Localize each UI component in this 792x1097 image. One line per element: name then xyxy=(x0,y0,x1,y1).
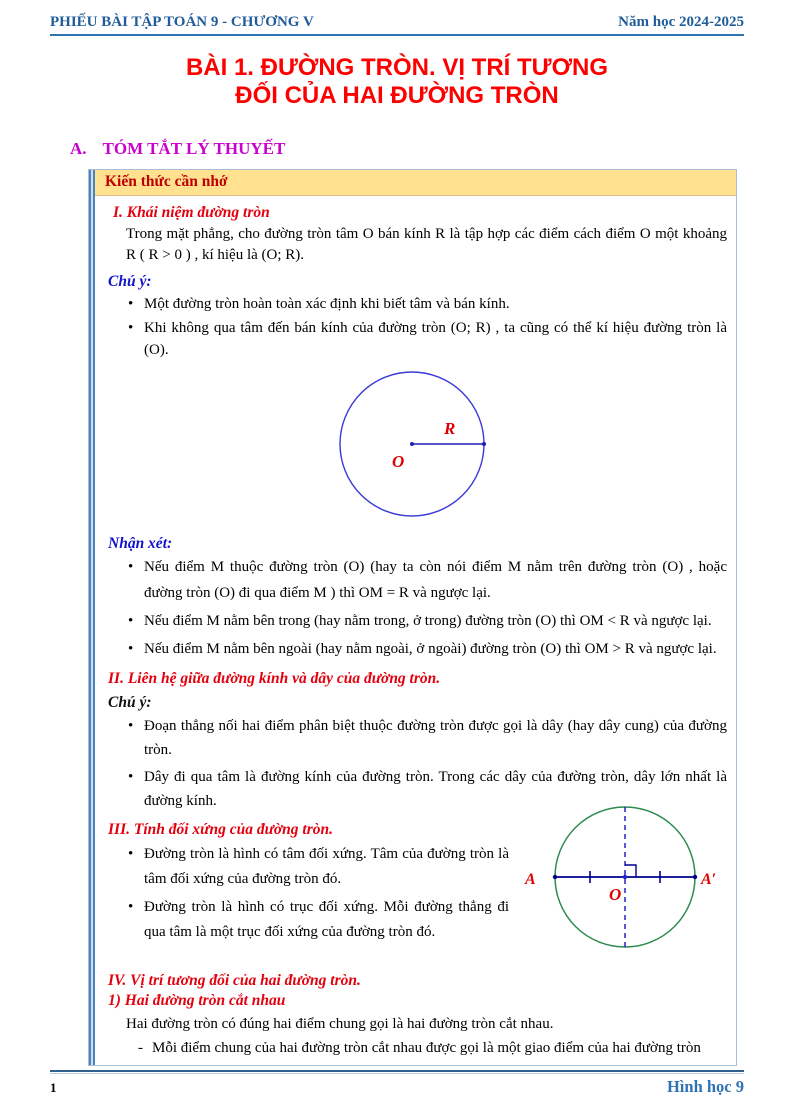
note-label-chu-y-2: Chú ý: xyxy=(108,693,152,711)
bullet-item: • Đường tròn là hình có trục đối xứng. Mỗi đường thẳng đi qua tâm là một trục đối xứng của đường tròn đó. xyxy=(144,895,509,945)
section-3-list xyxy=(108,842,509,946)
doc-title-line2: ĐỐI CỦA HAI ĐƯỜNG TRÒN xyxy=(235,82,559,110)
circle-diagram-1 xyxy=(108,368,727,529)
bullet-item: • Đoạn thẳng nối hai điểm phân biệt thuộc đường tròn được gọi là dây (hay dây cung) của đường tròn. xyxy=(144,714,727,763)
center-dot xyxy=(410,442,414,446)
knowledge-box-header: Kiến thức cần nhớ xyxy=(95,170,736,196)
circle-diagram-2 xyxy=(513,794,727,965)
page-number: 1 xyxy=(50,1079,57,1095)
heading-section-4-sub: 1) Hai đường tròn cắt nhau xyxy=(108,991,286,1009)
point-label-A: A xyxy=(525,870,536,888)
section-a-title: TÓM TẮT LÝ THUYẾT xyxy=(102,138,286,158)
bullet-item: • Khi không qua tâm đến bán kính của đường tròn (O; R) , ta cũng có thể kí hiệu đường tròn là (O). xyxy=(144,318,727,362)
section-3-text-column xyxy=(108,814,509,946)
page-footer xyxy=(50,1066,744,1097)
bullet-item: • Một đường tròn hoàn toàn xác định khi biết tâm và bán kính. xyxy=(144,294,727,316)
center-dot xyxy=(623,875,627,879)
knowledge-box xyxy=(88,169,737,1066)
point-A-prime-dot xyxy=(693,875,697,879)
radius-label-R: R xyxy=(443,418,455,438)
bullet-item: • Dây đi qua tâm là đường kính của đường tròn. Trong các dây của đường tròn, dây lớn nhất là đường kính. xyxy=(144,765,727,814)
point-label-A-prime: A′ xyxy=(701,870,717,888)
section-1-paragraph: Trong mặt phẳng, cho đường tròn tâm O bán kính R là tập hợp các điểm cách điểm O một khoảng R ( R > 0 ) , kí hiệu là (O; R). xyxy=(126,225,727,264)
section-a-label: A. xyxy=(70,138,87,158)
note-label-chu-y-1: Chú ý: xyxy=(108,272,152,290)
point-A-dot xyxy=(553,875,557,879)
radius-end-dot xyxy=(482,442,486,446)
note-3-list xyxy=(108,714,727,814)
bullet-item: • Nếu điểm M nằm bên ngoài (hay nằm ngoài, ở ngoài) đường tròn (O) thì OM > R và ngược lại. xyxy=(144,636,727,663)
section-a-heading xyxy=(50,139,744,159)
center-label-O: O xyxy=(391,451,404,471)
bullet-item: • Nếu điểm M nằm bên trong (hay nằm trong, ở trong) đường tròn (O) thì OM < R và ngược lại. xyxy=(144,608,727,635)
footer-rule xyxy=(50,1070,744,1074)
section-4-dash-item: - Mỗi điểm chung của hai đường tròn cắt nhau được gọi là một giao điểm của hai đường tròn xyxy=(138,1037,727,1060)
footer-book-title: Hình học 9 xyxy=(666,1076,744,1096)
heading-section-1: I. Khái niệm đường tròn xyxy=(113,203,270,221)
heading-section-3: III. Tính đối xứng của đường tròn. xyxy=(108,820,334,838)
bullet-item: • Đường tròn là hình có tâm đối xứng. Tâm của đường tròn là tâm đối xứng của đường tròn đó. xyxy=(144,842,509,892)
section-4-paragraph: Hai đường tròn có đúng hai điểm chung gọi là hai đường tròn cắt nhau. xyxy=(126,1015,554,1032)
heading-section-4: IV. Vị trí tương đối của hai đường tròn. xyxy=(108,971,361,989)
heading-section-2: II. Liên hệ giữa đường kính và dây của đường tròn. xyxy=(108,669,441,687)
page-header-left: PHIẾU BÀI TẬP TOÁN 9 - CHƯƠNG V xyxy=(50,14,314,30)
bullet-item: • Nếu điểm M thuộc đường tròn (O) (hay ta còn nói điểm M nằm trên đường tròn (O) , hoặc đường tròn (O) đi qua điểm M ) thì OM = R và ngược lại. xyxy=(144,554,727,607)
center-label-O: O xyxy=(609,884,622,904)
symmetry-figure-svg xyxy=(513,794,727,960)
page-header xyxy=(50,14,744,36)
footer-row xyxy=(50,1077,744,1097)
section-3-row xyxy=(108,814,727,965)
note-1-list xyxy=(108,294,727,362)
right-angle-mark xyxy=(625,865,636,877)
knowledge-box-content xyxy=(95,196,736,1065)
page-header-right: Năm học 2024-2025 xyxy=(618,14,744,30)
doc-title xyxy=(50,54,744,111)
doc-title-line1: BÀI 1. ĐƯỜNG TRÒN. VỊ TRÍ TƯƠNG xyxy=(185,54,609,81)
circle-figure-svg xyxy=(308,368,528,524)
note-label-nhan-xet: Nhận xét: xyxy=(108,534,173,552)
note-2-list xyxy=(108,554,727,663)
